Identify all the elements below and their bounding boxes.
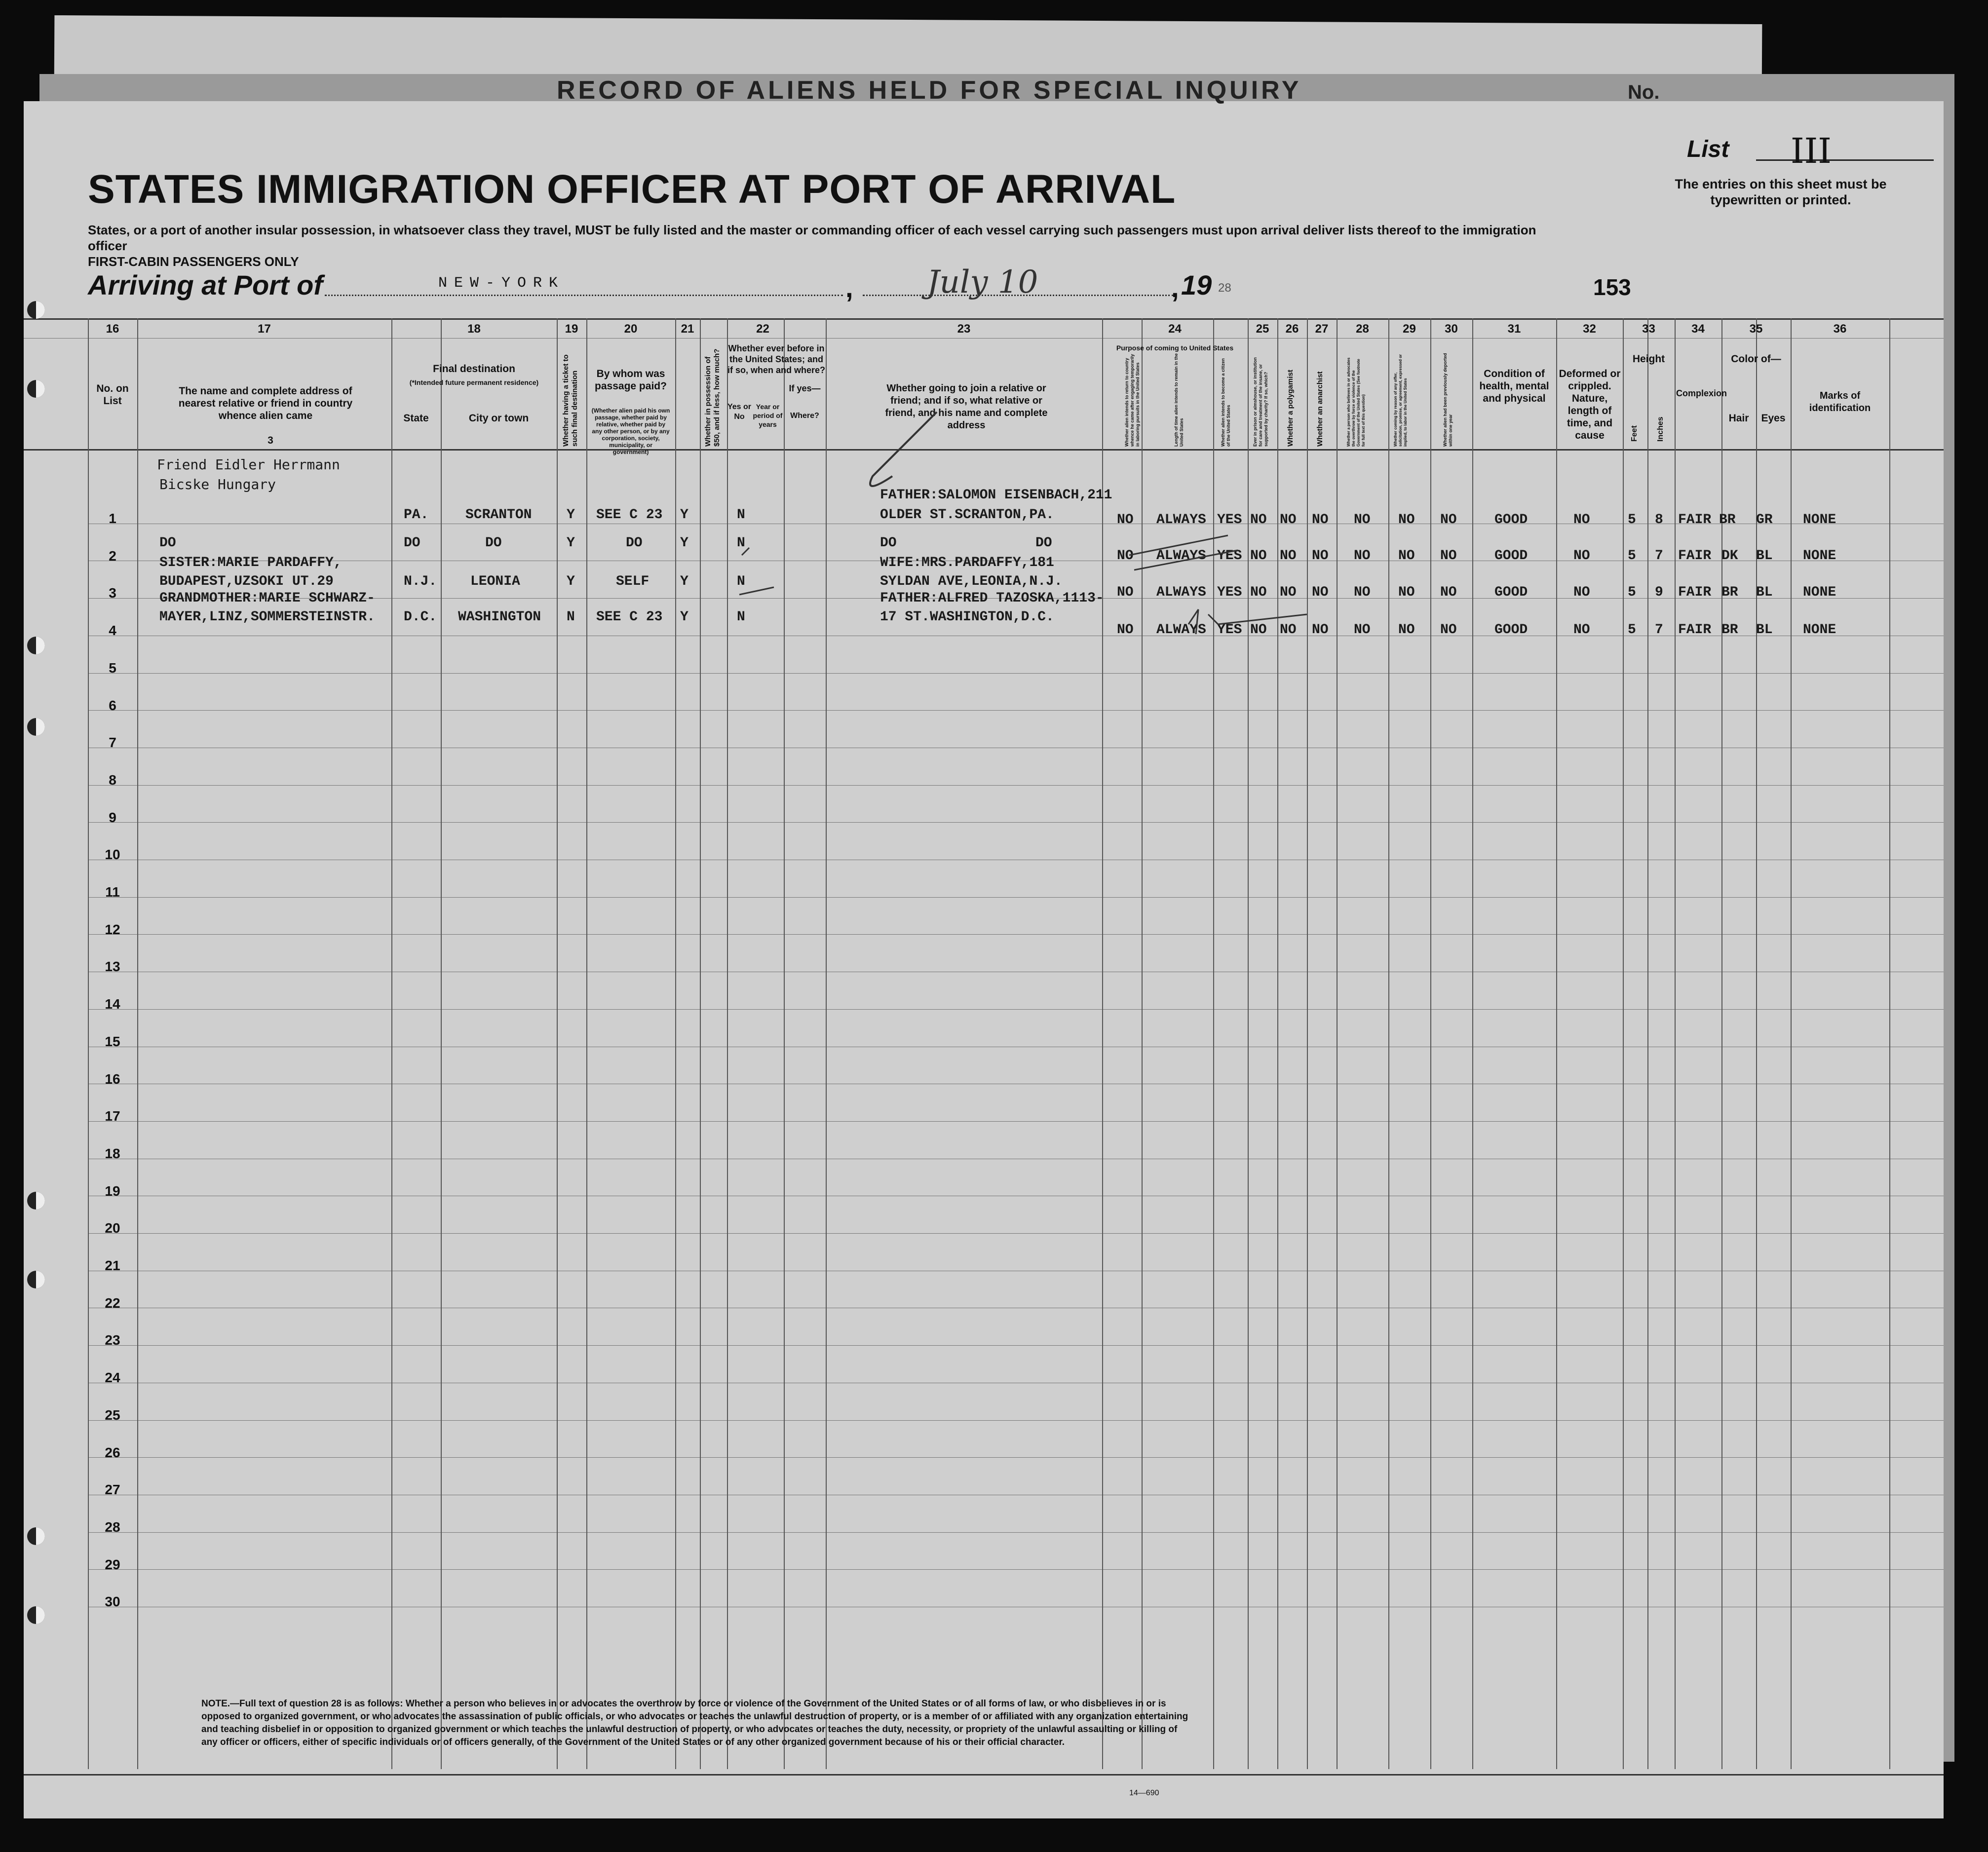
entry3-feet: 5 xyxy=(1628,585,1636,600)
row-number: 19 xyxy=(105,1183,120,1199)
header-labor-offer: Whether coming by reason of any offer, solicitation, promise, or agreement, expressed or implied, to labor in the United States xyxy=(1393,354,1408,447)
entry4-polygamist: NO xyxy=(1280,622,1297,638)
header-city: City or town xyxy=(468,413,529,424)
col-number: 19 xyxy=(565,322,578,336)
entry2-citizen: YES xyxy=(1217,548,1242,564)
entry4-health: GOOD xyxy=(1494,622,1528,638)
entry4-anarchist: NO xyxy=(1312,622,1329,638)
header-color-of: Color of— xyxy=(1731,353,1781,365)
entry3-q28: NO xyxy=(1354,585,1371,600)
header-join-relative: Whether going to join a relative or friend; and if so, what relative or friend, and his name and complete address xyxy=(885,383,1048,431)
entry4-deformed: NO xyxy=(1573,622,1590,638)
entry2-join-1b: DO xyxy=(1035,535,1052,551)
entry3-length: ALWAYS xyxy=(1156,585,1206,600)
row-number: 2 xyxy=(109,548,116,564)
entry3-join-1: WIFE:MRS.PARDAFFY,181 xyxy=(880,555,1054,570)
row-number: 5 xyxy=(109,660,116,676)
row-number: 14 xyxy=(105,996,120,1012)
list-number: III xyxy=(1791,131,1832,171)
col-number: 22 xyxy=(756,322,769,336)
row-number: 1 xyxy=(109,511,116,526)
entry3-eyes: BL xyxy=(1756,585,1773,600)
typewritten-note: The entries on this sheet must be typewritten or printed. xyxy=(1675,177,1887,207)
year-prefix: 19 xyxy=(1181,269,1212,301)
entry4-eyes: BL xyxy=(1756,622,1773,638)
col-number: 16 xyxy=(106,322,119,336)
header-ticket: Whether having a ticket to such final destination xyxy=(562,354,579,447)
binder-hole-icon xyxy=(27,637,45,654)
header-feet: Feet xyxy=(1630,425,1639,442)
entry4-city: WASHINGTON xyxy=(458,609,541,625)
entry2-marks: NONE xyxy=(1803,548,1836,564)
entry2-paid-by: DO xyxy=(626,535,643,551)
row-number: 11 xyxy=(105,884,120,900)
entry2-hair: DK xyxy=(1721,548,1738,564)
entry2-deformed: NO xyxy=(1573,548,1590,564)
entry4-length: ALWAYS xyxy=(1156,622,1206,638)
header-health: Condition of health, mental and physical xyxy=(1479,368,1549,404)
handwritten-marks xyxy=(24,318,1944,1769)
entry4-feet: 5 xyxy=(1628,622,1636,638)
instructions xyxy=(88,222,1568,269)
header-where: Where? xyxy=(790,412,819,420)
header-final-destination: Final destination xyxy=(433,363,515,375)
year-suffix: 28 xyxy=(1218,281,1231,295)
entry2-feet: 5 xyxy=(1628,548,1636,564)
col-number: 18 xyxy=(467,322,481,336)
entry3-anarchist: NO xyxy=(1312,585,1329,600)
header-passage-note: (Whether alien paid his own passage, whether paid by relative, whether paid by any other person, or by any corporation, society, municipality, or government) xyxy=(591,407,670,455)
binder-hole-icon xyxy=(27,380,45,398)
arrival-date: July 10 xyxy=(927,264,1038,301)
entry1-prison: NO xyxy=(1250,512,1267,528)
comma: , xyxy=(1171,272,1179,303)
header-eyes: Eyes xyxy=(1761,413,1786,424)
entry3-relative-1: SISTER:MARIE PARDAFFY, xyxy=(159,555,342,570)
footnote: NOTE.—Full text of question 28 is as follows: Whether a person who believes in or advocates the overthrow by force or violence of the Government of the United States or of all forms of law, or who disbelieves in or is opposed to organized government, or who advocates the assassination of public officials, or who advocates or teaches the unlawful destruction of property, or is a member of or affiliated with any organization entertaining and teaching disbelief in or opposition to organized government or which teaches the unlawful destruction of property, or who advocates or teaches the duty, necessity, or propriety of the unlawful assaulting or killing of any officer or officers, either of specific individuals or of officers generally, of the Government of the United States or of any other organized government because of his or their official character. xyxy=(201,1699,1188,1747)
header-polygamist: Whether a polygamist xyxy=(1286,370,1295,447)
header-deformed: Deformed or crippled. Nature, length of time, and cause xyxy=(1559,368,1621,441)
row-number: 30 xyxy=(105,1594,120,1610)
entry4-q28: NO xyxy=(1354,622,1371,638)
port-line xyxy=(325,295,843,296)
entry3-polygamist: NO xyxy=(1280,585,1297,600)
entry1-hair: BR xyxy=(1719,512,1736,528)
entry2-join-1: DO xyxy=(880,535,897,551)
entry3-hair: BR xyxy=(1721,585,1738,600)
row-number: 26 xyxy=(105,1444,120,1460)
entry4-return: NO xyxy=(1117,622,1134,638)
entry4-prison: NO xyxy=(1250,622,1267,638)
entry4-relative-2: MAYER,LINZ,SOMMERSTEINSTR. xyxy=(159,609,375,625)
back-sheet-header: RECORD OF ALIENS HELD FOR SPECIAL INQUIRY xyxy=(557,76,1302,105)
port-value: NEW-YORK xyxy=(438,275,565,292)
entry1-before-us: N xyxy=(737,507,745,523)
entry1-health: GOOD xyxy=(1494,512,1528,528)
entry2-ticket: Y xyxy=(567,535,575,551)
entry3-city: LEONIA xyxy=(470,574,520,589)
entry4-paid-by: SEE C 23 xyxy=(596,609,663,625)
entry1-return: NO xyxy=(1117,512,1134,528)
binder-hole-icon xyxy=(27,301,45,319)
col-number: 34 xyxy=(1691,322,1705,336)
header-passage-paid: By whom was passage paid? xyxy=(595,368,667,392)
header-no-on-list: No. on List xyxy=(96,383,129,407)
entry2-q29: NO xyxy=(1398,548,1415,564)
entry1-q29: NO xyxy=(1398,512,1415,528)
col-number: 25 xyxy=(1256,322,1269,336)
entry3-inches: 9 xyxy=(1655,585,1663,600)
entry2-length: ALWAYS xyxy=(1156,548,1206,564)
header-hair: Hair xyxy=(1728,413,1749,424)
col-number: 36 xyxy=(1833,322,1847,336)
entry3-health: GOOD xyxy=(1494,585,1528,600)
entry4-ticket: N xyxy=(567,609,575,625)
entry3-before-us: N xyxy=(737,574,745,589)
comma: , xyxy=(845,272,853,303)
instructions-line: States, or a port of another insular possession, in whatsoever class they travel, MUST be fully listed and the master or commanding officer of each vessel carrying such passengers must upon arrival deliver lists thereof to the immigration officer xyxy=(88,223,1536,253)
entry4-join-2: 17 ST.WASHINGTON,D.C. xyxy=(880,609,1054,625)
entry1-state: PA. xyxy=(404,507,429,523)
row-number: 20 xyxy=(105,1220,120,1236)
header-inches: Inches xyxy=(1656,416,1665,442)
entry1-ticket: Y xyxy=(567,507,575,523)
entry1-eyes: GR xyxy=(1756,512,1773,528)
col-number: 27 xyxy=(1315,322,1329,336)
list-underline xyxy=(1756,159,1934,161)
entry2-q28: NO xyxy=(1354,548,1371,564)
entry4-marks: NONE xyxy=(1803,622,1836,638)
entry1-deformed: NO xyxy=(1573,512,1590,528)
header-nearest-relative: The name and complete address of nearest relative or friend in country whence alien came xyxy=(178,385,353,421)
entry1-join-1: FATHER:SALOMON EISENBACH,211 xyxy=(880,488,1112,503)
col-number: 31 xyxy=(1507,322,1521,336)
row-number: 10 xyxy=(105,847,120,863)
header-state: State xyxy=(403,413,429,424)
entry1-q28: NO xyxy=(1354,512,1371,528)
entry3-return: NO xyxy=(1117,585,1134,600)
row-number: 7 xyxy=(109,735,116,751)
header-length-of-stay: Length of time alien intends to remain in the United States xyxy=(1174,353,1184,447)
row-number: 9 xyxy=(109,809,116,825)
entry4-state: D.C. xyxy=(404,609,437,625)
entry2-q30: NO xyxy=(1440,548,1457,564)
row-number: 12 xyxy=(105,921,120,937)
col-number: 30 xyxy=(1445,322,1458,336)
entry4-inches: 7 xyxy=(1655,622,1663,638)
row-number: 25 xyxy=(105,1407,120,1423)
row-number: 18 xyxy=(105,1145,120,1161)
binder-hole-icon xyxy=(27,1192,45,1209)
header-citizen-intent: Whether alien intends to become a citizen of the United States xyxy=(1221,358,1231,447)
row-number: 29 xyxy=(105,1556,120,1572)
passenger-class: FIRST-CABIN PASSENGERS ONLY xyxy=(88,254,299,269)
col-number: 32 xyxy=(1583,322,1596,336)
header-complexion: Complexion xyxy=(1676,388,1727,398)
entry2-city: DO xyxy=(485,535,502,551)
entry4-q29: NO xyxy=(1398,622,1415,638)
form-number: 14—690 xyxy=(1129,1789,1159,1797)
entry3-q29: NO xyxy=(1398,585,1415,600)
header-marks: Marks of identification xyxy=(1809,390,1871,414)
entry1-city: SCRANTON xyxy=(465,507,532,523)
entry1-feet: 5 xyxy=(1628,512,1636,528)
entry2-before-us: N xyxy=(737,535,745,551)
header-question-28: Whether a person who believes in or advocates the overthrow by force or violence of the Government of the United States (See footnote for full text of this question) xyxy=(1346,357,1366,447)
entry1-citizen: YES xyxy=(1217,512,1242,528)
entry4-hair: BR xyxy=(1721,622,1738,638)
entry1-paid-by: SEE C 23 xyxy=(596,507,663,523)
header-deported: Whether alien had been previously deported within one year xyxy=(1443,353,1453,447)
entry3-paid-by: SELF xyxy=(616,574,650,589)
header-prison: Ever in prison or almshouse, or institution for care and treatment of the insane, or supported by charity? If so, which? xyxy=(1253,357,1268,447)
entry2-return: NO xyxy=(1117,548,1134,564)
col-number: 20 xyxy=(624,322,638,336)
page-title: STATES IMMIGRATION OFFICER AT PORT OF ARRIVAL xyxy=(88,167,1176,212)
row-number: 28 xyxy=(105,1519,120,1535)
col-number: 23 xyxy=(957,322,971,336)
table-bottom-rule xyxy=(24,1774,1944,1776)
header-if-yes: If yes— xyxy=(789,383,821,393)
binder-hole-icon xyxy=(27,1606,45,1624)
back-sheet-number-label: No. xyxy=(1628,81,1660,103)
entry2-anarchist: NO xyxy=(1312,548,1329,564)
entry3-ticket: Y xyxy=(567,574,575,589)
header-year-period: Year or period of years xyxy=(753,403,783,428)
row-number: 22 xyxy=(105,1295,120,1311)
col-number: 33 xyxy=(1642,322,1655,336)
header-yes-no: Yes or No xyxy=(727,403,752,421)
header-fifty-dollars: Whether in possession of $50, and if less, how much? xyxy=(704,348,721,447)
entry1-complexion: FAIR xyxy=(1678,512,1712,528)
row-number: 13 xyxy=(105,959,120,975)
manifest-table xyxy=(24,318,1944,1769)
row-number: 21 xyxy=(105,1258,120,1273)
header-height: Height xyxy=(1632,353,1665,365)
col-number: 29 xyxy=(1403,322,1416,336)
row-number: 15 xyxy=(105,1033,120,1049)
row-number: 6 xyxy=(109,697,116,713)
header-relative-sub: 3 xyxy=(268,435,273,446)
manifest-sheet xyxy=(24,76,1944,1818)
entry3-relative-2: BUDAPEST,UZSOKI UT.29 xyxy=(159,574,334,589)
entry2-prison: NO xyxy=(1250,548,1267,564)
header-return-intent: Whether alien intends to return to country whence he came after engaging temporarily in laboring pursuits in the United States xyxy=(1124,354,1140,447)
row-number: 8 xyxy=(109,772,116,788)
row-number: 24 xyxy=(105,1370,120,1386)
row-number: 27 xyxy=(105,1482,120,1498)
row-number: 17 xyxy=(105,1108,120,1124)
header-final-destination-note: (*Intended future permanent residence) xyxy=(409,378,539,386)
entry1-q30: NO xyxy=(1440,512,1457,528)
col-number: 17 xyxy=(258,322,271,336)
sheet-number: 153 xyxy=(1593,274,1631,300)
entry2-health: GOOD xyxy=(1494,548,1528,564)
col-number: 28 xyxy=(1356,322,1369,336)
list-label: List xyxy=(1687,136,1729,162)
entry1-relative-2: Bicske Hungary xyxy=(159,476,276,492)
binder-hole-icon xyxy=(27,718,45,736)
entry1-relative-1: Friend Eidler Herrmann xyxy=(157,456,340,473)
binder-hole-icon xyxy=(27,1527,45,1545)
entry3-state: N.J. xyxy=(404,574,437,589)
binder-hole-icon xyxy=(27,1271,45,1288)
col-number: 21 xyxy=(681,322,694,336)
entry3-complexion: FAIR xyxy=(1678,585,1712,600)
entry3-marks: NONE xyxy=(1803,585,1836,600)
row-number: 3 xyxy=(109,585,116,601)
entry4-citizen: YES xyxy=(1217,622,1242,638)
row-number: 16 xyxy=(105,1071,120,1087)
entry1-polygamist: NO xyxy=(1280,512,1297,528)
entry2-relative-1: DO xyxy=(159,535,176,551)
entry3-q30: NO xyxy=(1440,585,1457,600)
arriving-label: Arriving at Port of xyxy=(88,269,323,301)
entry4-has50: Y xyxy=(680,609,688,625)
header-purpose: Purpose of coming to United States xyxy=(1116,344,1234,352)
entry1-has50: Y xyxy=(680,507,688,523)
header-anarchist: Whether an anarchist xyxy=(1316,371,1324,447)
header-before-in-us: Whether ever before in the United States; and if so, when and where? xyxy=(727,343,826,375)
entry4-before-us: N xyxy=(737,609,745,625)
entry1-marks: NONE xyxy=(1803,512,1836,528)
entry3-citizen: YES xyxy=(1217,585,1242,600)
entry3-deformed: NO xyxy=(1573,585,1590,600)
entry1-anarchist: NO xyxy=(1312,512,1329,528)
entry2-state: DO xyxy=(404,535,421,551)
entry4-join-1: FATHER:ALFRED TAZOSKA,1113- xyxy=(880,591,1104,606)
entry1-length: ALWAYS xyxy=(1156,512,1206,528)
col-number: 24 xyxy=(1168,322,1182,336)
entry3-join-2: SYLDAN AVE,LEONIA,N.J. xyxy=(880,574,1063,589)
row-number: 4 xyxy=(109,623,116,639)
entry1-inches: 8 xyxy=(1655,512,1663,528)
col-number: 35 xyxy=(1749,322,1763,336)
entry2-polygamist: NO xyxy=(1280,548,1297,564)
entry2-complexion: FAIR xyxy=(1678,548,1712,564)
entry2-eyes: BL xyxy=(1756,548,1773,564)
entry4-q30: NO xyxy=(1440,622,1457,638)
row-number: 23 xyxy=(105,1332,120,1348)
entry3-prison: NO xyxy=(1250,585,1267,600)
entry2-has50: Y xyxy=(680,535,688,551)
entry1-join-2: OLDER ST.SCRANTON,PA. xyxy=(880,507,1054,523)
entry4-relative-1: GRANDMOTHER:MARIE SCHWARZ- xyxy=(159,591,375,606)
entry2-inches: 7 xyxy=(1655,548,1663,564)
entry3-has50: Y xyxy=(680,574,688,589)
col-number: 26 xyxy=(1285,322,1299,336)
entry4-complexion: FAIR xyxy=(1678,622,1712,638)
